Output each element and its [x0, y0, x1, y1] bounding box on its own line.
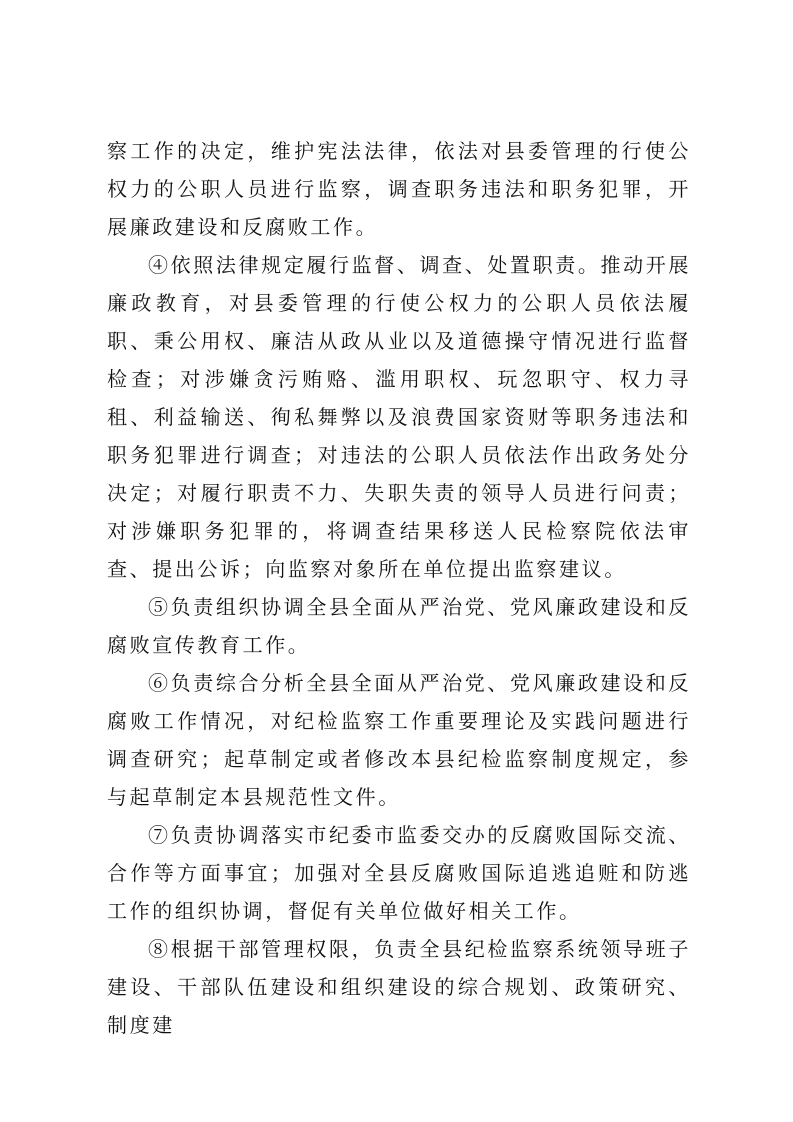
paragraph-item-7: ⑦负责协调落实市纪委市监委交办的反腐败国际交流、合作等方面事宜；加强对全县反腐败国际追逃追赃和防逃工作的组织协调，督促有关单位做好相关工作。 — [107, 823, 691, 923]
paragraph-item-4: ④依照法律规定履行监督、调查、处置职责。推动开展廉政教育，对县委管理的行使公权力的公职人员依法履职、秉公用权、廉洁从政从业以及道德操守情况进行监督检查；对涉嫌贪污贿赂、滥用职权、玩忽职守、权力寻租、利益输送、徇私舞弊以及浪费国家资财等职务违法和职务犯罪进行调查；对违法的公职人员依法作出政务处分决定；对履行职责不力、失职失责的领导人员进行问责；对涉嫌职务犯罪的，将调查结果移送人民检察院依法审查、提出公诉；向监察对象所在单位提出监察建议。 — [107, 253, 691, 581]
paragraph-item-6: ⑥负责综合分析全县全面从严治党、党风廉政建设和反腐败工作情况，对纪检监察工作重要理论及实践问题进行调查研究；起草制定或者修改本县纪检监察制度规定，参与起草制定本县规范性文件。 — [107, 671, 691, 809]
paragraph-item-5: ⑤负责组织协调全县全面从严治党、党风廉政建设和反腐败宣传教育工作。 — [107, 595, 691, 657]
paragraph-continuation: 察工作的决定，维护宪法法律，依法对县委管理的行使公权力的公职人员进行监察，调查职务违法和职务犯罪，开展廉政建设和反腐败工作。 — [107, 139, 691, 239]
document-body — [107, 132, 691, 1044]
paragraph-item-8: ⑧根据干部管理权限，负责全县纪检监察系统领导班子建设、干部队伍建设和组织建设的综合规划、政策研究、制度建 — [107, 937, 691, 1037]
